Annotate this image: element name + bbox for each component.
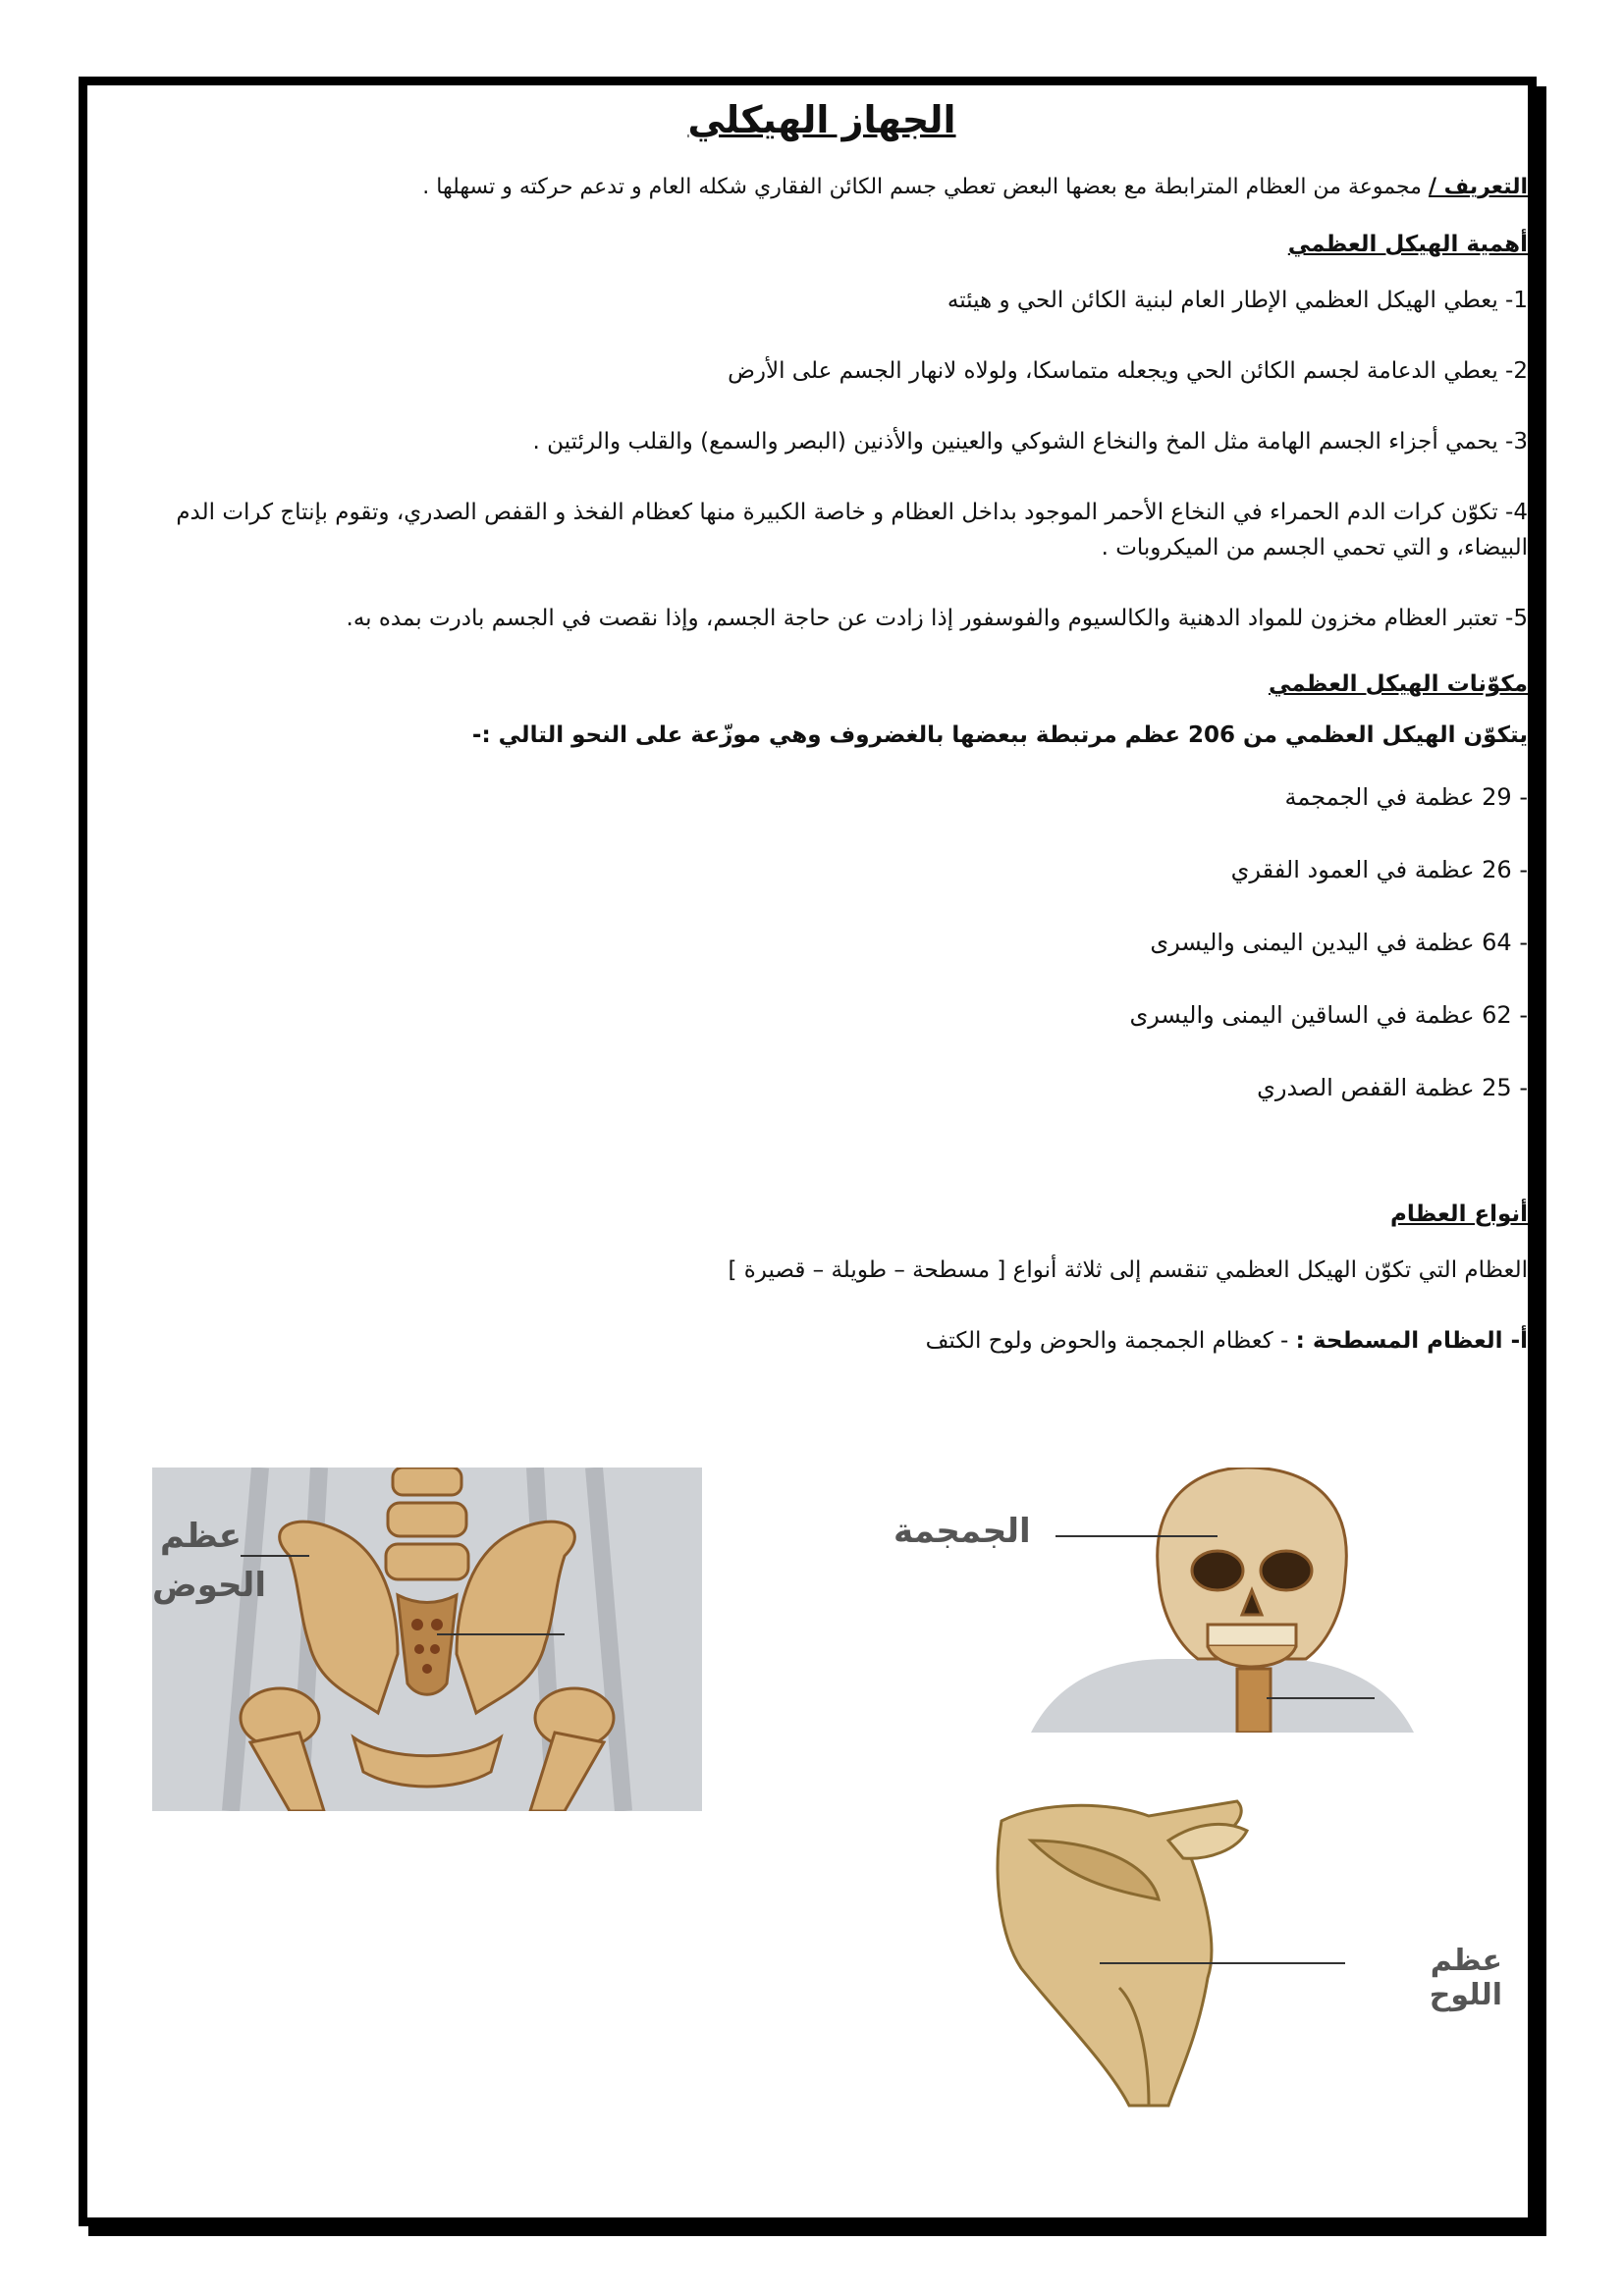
flat-bones-line — [116, 1323, 1528, 1359]
flat-bones-text: - كعظام الجمجمة والحوض ولوح الكتف — [925, 1328, 1289, 1354]
importance-item: 4- تكوّن كرات الدم الحمراء في النخاع الأحمر الموجود بداخل العظام و خاصة الكبيرة منها كعظام الفخذ و القفص الصدري، وتقوم بإنتاج كرات الدم البيضاء، و التي تحمي الجسم من الميكروبات . — [176, 500, 1528, 561]
document-title: الجهاز الهيكلي — [687, 98, 956, 141]
components-heading: مكوّنات الهيكل العظمي — [1268, 671, 1528, 697]
bone-count-item: - 26 عظمة في العمود الفقري — [1230, 856, 1528, 883]
scapula-illustration — [913, 1782, 1502, 2110]
bone-types-heading: أنواع العظام — [1390, 1201, 1528, 1227]
document-body — [116, 98, 1528, 1394]
definition-text: مجموعة من العظام المترابطة مع بعضها البعض تعطي جسم الكائن الفقاري شكله العام و تدعم حركته و تسهلها . — [422, 175, 1422, 199]
skull-illustration — [864, 1468, 1492, 1733]
importance-heading: أهمية الهيكل العظمي — [1287, 232, 1528, 257]
flat-bones-label: أ- العظام المسطحة : — [1295, 1328, 1528, 1354]
bone-types-intro: العظام التي تكوّن الهيكل العظمي تنقسم إلى ثلاثة أنواع [ مسطحة – طويلة – قصيرة ] — [728, 1257, 1528, 1283]
importance-item: 3- يحمي أجزاء الجسم الهامة مثل المخ والنخاع الشوكي والعينين والأذنين (البصر والسمع) والقلب والرئتين . — [532, 429, 1528, 454]
bone-count-item: - 62 عظمة في الساقين اليمنى واليسرى — [1129, 1001, 1528, 1029]
pelvis-caption-2: الحوض — [152, 1566, 266, 1605]
skull-caption: الجمجمة — [893, 1512, 1031, 1551]
components-intro: يتكوّن الهيكل العظمي من 206 عظم مرتبطة ببعضها بالغضروف وهي موزّعة على النحو التالي :- — [471, 722, 1528, 748]
importance-item: 5- تعتبر العظام مخزون للمواد الدهنية والكالسيوم والفوسفور إذا زادت عن حاجة الجسم، وإذا نقصت في الجسم بادرت بمده به. — [346, 606, 1528, 631]
definition-paragraph — [116, 171, 1528, 204]
bone-count-item: - 29 عظمة في الجمجمة — [1284, 783, 1528, 811]
scapula-caption: عظم اللوح — [1429, 1944, 1502, 2012]
importance-item: 1- يعطي الهيكل العظمي الإطار العام لبنية الكائن الحي و هيئته — [947, 288, 1528, 313]
definition-label: التعريف / — [1428, 175, 1528, 199]
importance-item: 2- يعطي الدعامة لجسم الكائن الحي ويجعله متماسكا، ولولاه لانهار الجسم على الأرض — [728, 358, 1528, 384]
pelvis-caption-1: عظم — [160, 1517, 243, 1556]
pelvis-illustration — [152, 1468, 702, 1811]
skull-drawing — [864, 1468, 1492, 1733]
bone-count-item: - 25 عظمة القفص الصدري — [1257, 1074, 1528, 1101]
bone-count-item: - 64 عظمة في اليدين اليمنى واليسرى — [1150, 929, 1528, 956]
spacer — [116, 1147, 1528, 1201]
